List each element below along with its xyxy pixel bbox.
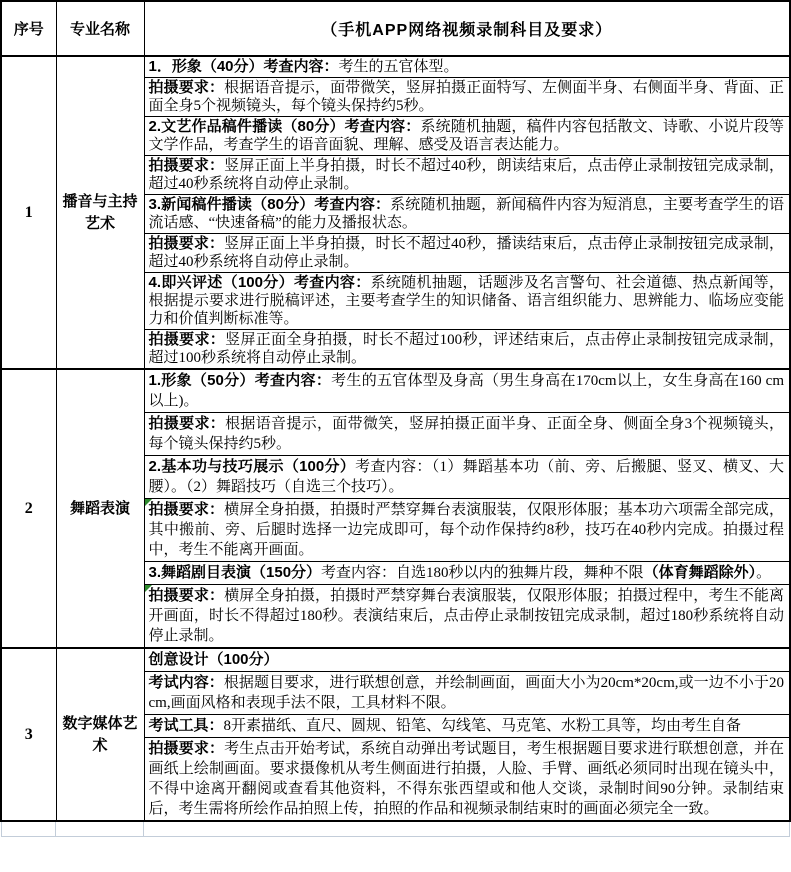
requirement-cell bbox=[144, 195, 790, 234]
body-text: 考生的五官体型。 bbox=[338, 59, 459, 75]
bold-label-text: 拍摄要求： bbox=[148, 740, 225, 757]
body-text: 系统随机抽题，稿件内容包括散文、诗歌、小说片段等文学作品，考查学生的语音面貌、理解、感受及语言表达能力。 bbox=[148, 119, 784, 153]
body-text: 竖屏正面全身拍摄，时长不超过100秒，评述结束后，点击停止录制按钮完成录制，超过100秒系统将自动停止录制。 bbox=[148, 332, 784, 366]
requirement-cell bbox=[144, 234, 790, 273]
body-text: 。 bbox=[756, 565, 772, 581]
row-number-cell: 1 bbox=[1, 56, 56, 369]
body-text: 考查内容：（1）舞蹈基本功（前、旁、后搬腿、竖叉、横叉、大腰）。（2）舞蹈技巧（自选三个技巧）。 bbox=[148, 459, 784, 495]
empty-cell bbox=[1, 822, 56, 837]
major-name-cell: 播音与主持艺术 bbox=[56, 56, 144, 369]
bold-label-text: 拍摄要求： bbox=[148, 501, 225, 518]
body-text: 8开素描纸、直尺、圆规、铅笔、勾线笔、马克笔、水粉工具等，均由考生自备 bbox=[223, 718, 742, 734]
major-name-cell: 数字媒体艺术 bbox=[56, 648, 144, 821]
bold-label-text: 考试内容： bbox=[148, 674, 224, 691]
bold-label-text: 拍摄要求： bbox=[148, 157, 225, 174]
bold-label-text: 拍摄要求： bbox=[148, 235, 225, 252]
bold-label-text: 拍摄要求： bbox=[148, 331, 226, 348]
column-header-major-name: 专业名称 bbox=[56, 1, 144, 56]
body-text: 系统随机抽题，话题涉及名言警句、社会道德、热点新闻等，根据提示要求进行脱稿评述，主要考查学生的知识储备、语言组织能力、思辨能力、临场应变能力和价值判断标准等。 bbox=[148, 275, 784, 327]
body-text: 横屏全身拍摄，拍摄时严禁穿舞台表演服装，仅限形体服；拍摄过程中，考生不能离开画面，时长不得超过180秒。表演结束后，点击停止录制按钮完成录制，超过180秒系统将自动停止录制。 bbox=[148, 588, 784, 644]
cell-error-flag-icon bbox=[145, 585, 152, 592]
requirement-cell bbox=[144, 715, 790, 738]
requirement-cell bbox=[144, 156, 790, 195]
empty-cell bbox=[144, 822, 790, 837]
requirement-cell bbox=[144, 585, 790, 649]
bold-label-text: 1.形象（50分）考查内容： bbox=[148, 372, 332, 389]
table-row bbox=[1, 56, 790, 78]
requirement-cell bbox=[144, 330, 790, 370]
body-text: 系统随机抽题，新闻稿件内容为短消息，主要考查学生的语流话感、“快速备稿”的能力及播报状态。 bbox=[148, 197, 784, 231]
bold-label-text: 4.即兴评述（100分）考查内容： bbox=[148, 274, 371, 291]
bold-label-text: 拍摄要求： bbox=[148, 79, 225, 96]
bold-label-text: 拍摄要求： bbox=[148, 415, 226, 432]
cell-error-flag-icon bbox=[145, 499, 152, 506]
body-text: 竖屏正面上半身拍摄，时长不超过40秒，朗读结束后，点击停止录制按钮完成录制，超过40秒系统将自动停止录制。 bbox=[148, 158, 784, 192]
empty-spreadsheet-row bbox=[1, 822, 790, 837]
requirement-cell bbox=[144, 738, 790, 822]
bold-label-text: 3.舞蹈剧目表演（150分） bbox=[148, 564, 322, 581]
bold-label-text: 拍摄要求： bbox=[148, 587, 225, 604]
requirement-cell bbox=[144, 456, 790, 499]
requirement-cell bbox=[144, 78, 790, 117]
body-text: 考生的五官体型及身高（男生身高在170cm以上，女生身高在160 cm以上)。 bbox=[148, 373, 784, 409]
table-row bbox=[1, 648, 790, 672]
requirement-cell bbox=[144, 56, 790, 78]
empty-cell bbox=[56, 822, 144, 837]
row-number-cell: 2 bbox=[1, 369, 56, 648]
row-number-cell: 3 bbox=[1, 648, 56, 821]
bold-label-text: 2.基本功与技巧展示（100分） bbox=[148, 458, 356, 475]
requirement-cell bbox=[144, 499, 790, 562]
requirement-cell bbox=[144, 672, 790, 715]
body-text: 根据题目要求，进行联想创意，并绘制画面，画面大小为20cm*20cm,或一边不小于20cm,画面风格和表现手法不限，工具材料不限。 bbox=[148, 675, 784, 711]
requirement-cell bbox=[144, 117, 790, 156]
requirement-cell bbox=[144, 562, 790, 585]
major-name-cell: 舞蹈表演 bbox=[56, 369, 144, 648]
requirement-cell bbox=[144, 413, 790, 456]
requirement-cell bbox=[144, 648, 790, 672]
body-text: 横屏全身拍摄，拍摄时严禁穿舞台表演服装，仅限形体服；基本功六项需全部完成，其中搬前、旁、后腿时选择一边完成即可，每个动作保持约8秒，技巧在40秒内完成。拍摄过程中，考生不能离开画面。 bbox=[148, 502, 784, 558]
header-row bbox=[1, 1, 790, 56]
body-text: 根据语音提示，面带微笑，竖屏拍摄正面特写、左侧面半身、右侧面半身、背面、正面全身5个视频镜头，每个镜头保持约5秒。 bbox=[148, 80, 784, 114]
bold-label-text: 1．形象（40分）考查内容： bbox=[148, 58, 339, 75]
bold-label-text: 3.新闻稿件播读（80分）考查内容： bbox=[148, 196, 391, 213]
bold-label-text: 创意设计（100分） bbox=[148, 651, 279, 668]
body-text: 考生点击开始考试，系统自动弹出考试题目，考生根据题目要求进行联想创意，并在画纸上绘制画面。要求摄像机从考生侧面进行拍摄，人脸、手臂、画纸必须同时出现在镜头中，不得中途离开翻阅或查看其他资料，不得东张西望或和他人交谈，录制时间90分钟。录制结束后，考生需将所绘作品拍照上传，拍照的作品和视频录制结束时的画面必须完全一致。 bbox=[148, 741, 784, 817]
body-text: 根据语音提示，面带微笑，竖屏拍摄正面半身、正面全身、侧面全身3个视频镜头，每个镜头保持约5秒。 bbox=[148, 416, 784, 452]
table-row bbox=[1, 369, 790, 413]
requirement-cell bbox=[144, 273, 790, 330]
bold-label-text: （体育舞蹈除外） bbox=[643, 564, 757, 581]
requirement-cell bbox=[144, 369, 790, 413]
column-header-number: 序号 bbox=[1, 1, 56, 56]
column-header-subjects-requirements: （手机APP网络视频录制科目及要求） bbox=[144, 1, 790, 56]
bold-label-text: 考试工具： bbox=[148, 717, 224, 734]
bold-label-text: 2.文艺作品稿件播读（80分）考查内容： bbox=[148, 118, 421, 135]
body-text: 竖屏正面上半身拍摄，时长不超过40秒，播读结束后，点击停止录制按钮完成录制，超过40秒系统将自动停止录制。 bbox=[148, 236, 784, 270]
body-text: 考查内容：自选180秒以内的独舞片段，舞种不限 bbox=[321, 565, 644, 581]
